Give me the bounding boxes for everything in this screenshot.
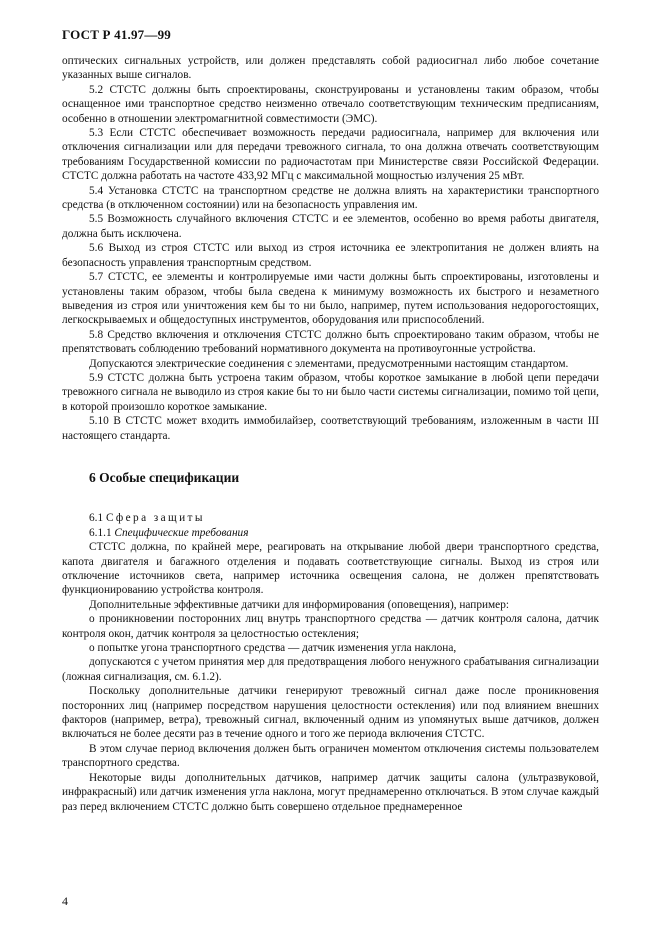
paragraph-6-1-1-g: В этом случае период включения должен быть ограничен моментом отключения системы пользователем транспортного средства. (62, 742, 599, 770)
paragraph-6-1-1-d: о попытке угона транспортного средства — датчик изменения угла наклона, (89, 642, 457, 655)
subsection-number: 6.1 (89, 512, 104, 525)
paragraph-6-1-1-c: о проникновении посторонних лиц внутрь транспортного средства — датчик контроля салона, датчик контроля окон, датчик контроля за целостностью остекления; (62, 613, 599, 640)
subsection-title: Сфера защиты (105, 512, 205, 525)
subsubsection-heading (62, 526, 599, 540)
paragraph-6-1-1-a: СТСТС должна, по крайней мере, реагировать на открывание любой двери транспортного средства, капота двигателя и багажного отделения и подавать соответствующие сигналы. Выход из строя или отключение источников света, например источника освещения салона, не должен препятствовать функционированию устройства контроля. (62, 541, 599, 597)
subsubsection-title: Специфические требования (114, 526, 249, 539)
section-title: 6 Особые спецификации (89, 469, 240, 485)
paragraph-5-8: 5.8 Средство включения и отключения СТСТС должно быть спроектировано таким образом, чтобы не препятствовать соблюдению требований нормативного документа на противоугонные устройства. (62, 328, 599, 356)
paragraph-5-9: 5.9 СТСТС должна быть устроена таким образом, чтобы короткое замыкание в любой цепи передачи тревожного сигнала не выводило из строя какие бы то ни было части системы сигнализации, помимо той цепи, в которой произошло короткое замыкание. (62, 371, 599, 413)
paragraph-6-1-1-f: Поскольку дополнительные датчики генерируют тревожный сигнал даже после проникновения посторонних лиц (например посредством нарушения целостности остекления) или под влиянием внешних факторов (например, ветра), тревожный сигнал, включенный одним из упомянутых выше датчиков, должен включаться не более десяти раз в течение одного и того же периода включения СТСТС. (62, 685, 599, 741)
paragraph-5-4: 5.4 Установка СТСТС на транспортном средстве не должна влиять на характеристики транспортного средства (в отключенном состоянии) или на безопасность управления им. (62, 184, 599, 212)
paragraph-6-1-1-e: допускаются с учетом принятия мер для предотвращения любого ненужного срабатывания сигнализации (ложная сигнализация, см. 6.1.2). (62, 656, 599, 683)
paragraph-5-7: 5.7 СТСТС, ее элементы и контролируемые ими части должны быть спроектированы, изготовлены и установлены таким образом, чтобы была сведена к минимуму возможность их быстрого и незаметного выведения из строя или уничтожения кем бы то ни было, например, путем использования недорогостоящих, легкоскрываемых и общедоступных инструментов, оборудования или приспособлений. (62, 271, 599, 327)
paragraph-5-2: 5.2 СТСТС должны быть спроектированы, сконструированы и установлены таким образом, чтобы оснащенное ими транспортное средство неизменно отвечало соответствующим техническим предписаниям, особенно в отношении электромагнитной совместимости (ЭМС). (62, 83, 599, 125)
document-header: ГОСТ Р 41.97—99 (62, 27, 171, 42)
paragraph-5-5: 5.5 Возможность случайного включения СТСТС и ее элементов, особенно во время работы двигателя, должна быть исключена. (62, 213, 599, 240)
paragraph-5-6: 5.6 Выход из строя СТСТС или выход из строя источника ее электропитания не должен влиять на безопасность управления транспортным средством. (62, 242, 599, 269)
paragraph-5-8-note: Допускаются электрические соединения с элементами, предусмотренными настоящим стандартом. (89, 357, 569, 370)
page-number: 4 (62, 894, 68, 908)
subsection-heading (62, 511, 599, 525)
document-body (62, 54, 599, 814)
paragraph-continuation: оптических сигнальных устройств, или должен представлять собой радиосигнал либо любое сочетание указанных выше сигналов. (62, 55, 599, 82)
paragraph-5-10: 5.10 В СТСТС может входить иммобилайзер, соответствующий требованиям, изложенным в части III настоящего стандарта. (62, 415, 599, 442)
subsubsection-number: 6.1.1 (89, 526, 112, 539)
paragraph-6-1-1-b: Дополнительные эффективные датчики для информирования (оповещения), например: (89, 598, 509, 611)
paragraph-6-1-1-h: Некоторые виды дополнительных датчиков, например датчик защиты салона (ультразвуковой, инфракрасный) или датчик изменения угла наклона, могут преднамеренно отключаться. В этом случае каждый раз перед включением СТСТС должно быть совершено отдельное преднамеренное (62, 771, 599, 813)
paragraph-5-3: 5.3 Если СТСТС обеспечивает возможность передачи радиосигнала, например для включения или отключения сигнализации или для передачи тревожного сигнала, то она должна отвечать соответствующим требованиям Государственной комиссии по радиочастотам при Министерстве связи Российской Федерации. СТСТС должна работать на частоте 433,92 МГц с максимальной мощностью излучения 25 мВт. (62, 127, 599, 183)
